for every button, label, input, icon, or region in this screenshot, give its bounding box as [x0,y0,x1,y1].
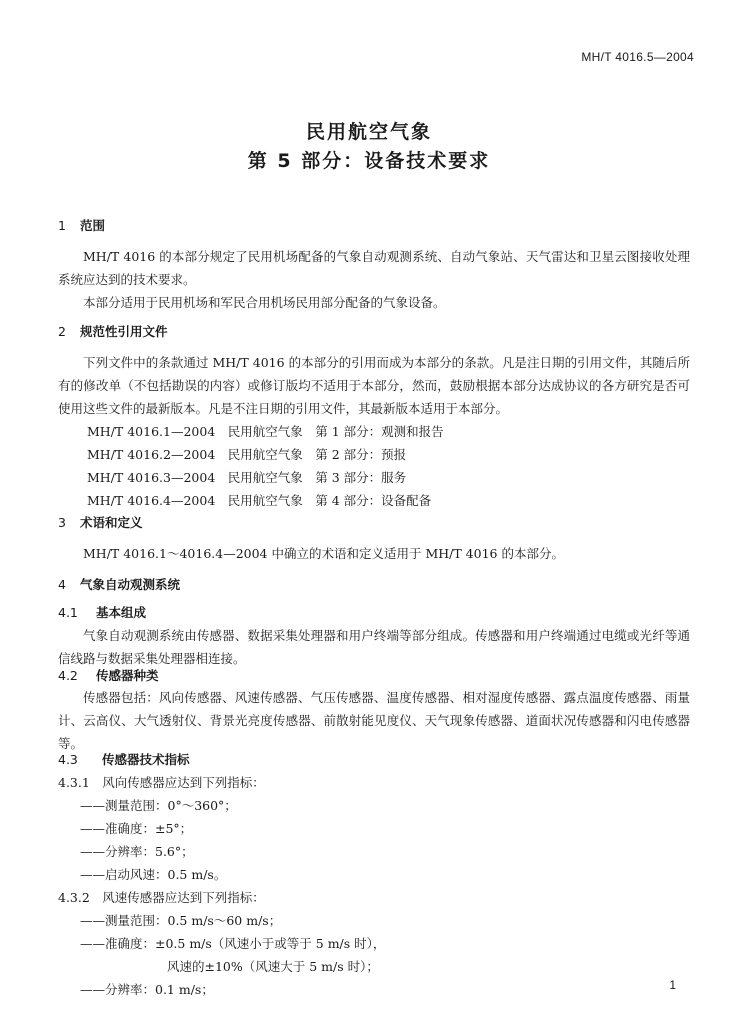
reference-item: MH/T 4016.2—2004 民用航空气象 第 2 部分：预报 [87,447,407,462]
section-title: 范围 [80,218,106,233]
sec1-paragraph-2: 本部分适用于民用机场和军民合用机场民用部分配备的气象设备。 [83,295,446,310]
list-item: ——准确度：±5°； [80,821,193,836]
list-item: ——测量范围：0°～360°； [80,798,237,813]
section-number: 4.2 [58,668,78,683]
section-title: 传感器技术指标 [102,752,190,767]
clause-4-3-2: 4.3.2 风速传感器应达到下列指标： [58,890,265,905]
list-item: ——测量范围：0.5 m/s～60 m/s； [80,913,282,928]
section-number: 4.1 [58,605,78,620]
reference-item: MH/T 4016.3—2004 民用航空气象 第 3 部分：服务 [87,470,407,485]
section-4-2-heading [58,664,159,687]
list-item: ——分辨率：5.6°； [80,844,194,859]
reference-item: MH/T 4016.1—2004 民用航空气象 第 1 部分：观测和报告 [87,424,444,439]
document-title: 民用航空气象 [305,121,432,143]
list-item: ——准确度：±0.5 m/s（风速小于或等于 5 m/s 时）， [80,936,386,951]
section-title: 传感器种类 [96,668,159,683]
section-title: 基本组成 [96,605,147,620]
sec2-paragraph-1: 下列文件中的条款通过 MH/T 4016 的本部分的引用而成为本部分的条款。凡是注日期的引用文件，其随后所有的修改单（不包括勘误的内容）或修订版均不适用于本部分，然而，鼓励根据本部分达成协议的各方研究是否可使用这些文件的最新版本。凡是不注日期的引用文件，其最新版本适用于本部分。 [58,355,690,416]
clause-4-3-1: 4.3.1 风向传感器应达到下列指标： [58,775,265,790]
section-title: 气象自动观测系统 [80,577,181,592]
section-4-heading [58,573,180,596]
reference-item: MH/T 4016.4—2004 民用航空气象 第 4 部分：设备配备 [87,493,432,508]
sec4-1-paragraph: 气象自动观测系统由传感器、数据采集处理器和用户终端等部分组成。传感器和用户终端通过电缆或光纤等通信线路与数据采集处理器相连接。 [58,628,690,666]
list-item: ——启动风速：0.5 m/s。 [80,867,227,882]
section-4-1-heading [58,601,146,624]
section-number: 4 [58,577,66,592]
sec1-paragraph-1: MH/T 4016 的本部分规定了民用机场配备的气象自动观测系统、自动气象站、天气雷达和卫星云图接收处理系统应达到的技术要求。 [58,249,690,287]
section-number: 4.3 [58,752,78,767]
section-4-3-heading [58,748,190,771]
section-number: 1 [58,218,66,233]
section-number: 3 [58,515,66,530]
page-number: 1 [669,978,676,992]
section-1-heading [58,214,105,237]
section-title: 规范性引用文件 [80,324,168,339]
section-title: 术语和定义 [80,515,143,530]
section-3-heading [58,511,143,534]
document-subtitle: 第 5 部分：设备技术要求 [247,150,491,172]
list-item: ——分辨率：0.1 m/s； [80,982,214,997]
section-number: 2 [58,324,66,339]
list-item-continuation: 风速的±10%（风速大于 5 m/s 时）； [167,959,379,974]
section-2-heading [58,320,168,343]
standard-code: MH/T 4016.5—2004 [581,50,694,64]
sec4-2-paragraph: 传感器包括：风向传感器、风速传感器、气压传感器、温度传感器、相对湿度传感器、露点温度传感器、雨量计、云高仪、大气透射仪、背景光亮度传感器、前散射能见度仪、天气现象传感器、道面状况传感器和闪电传感器等。 [58,690,690,751]
sec3-paragraph-1: MH/T 4016.1～4016.4—2004 中确立的术语和定义适用于 MH/T 4016 的本部分。 [83,546,564,561]
